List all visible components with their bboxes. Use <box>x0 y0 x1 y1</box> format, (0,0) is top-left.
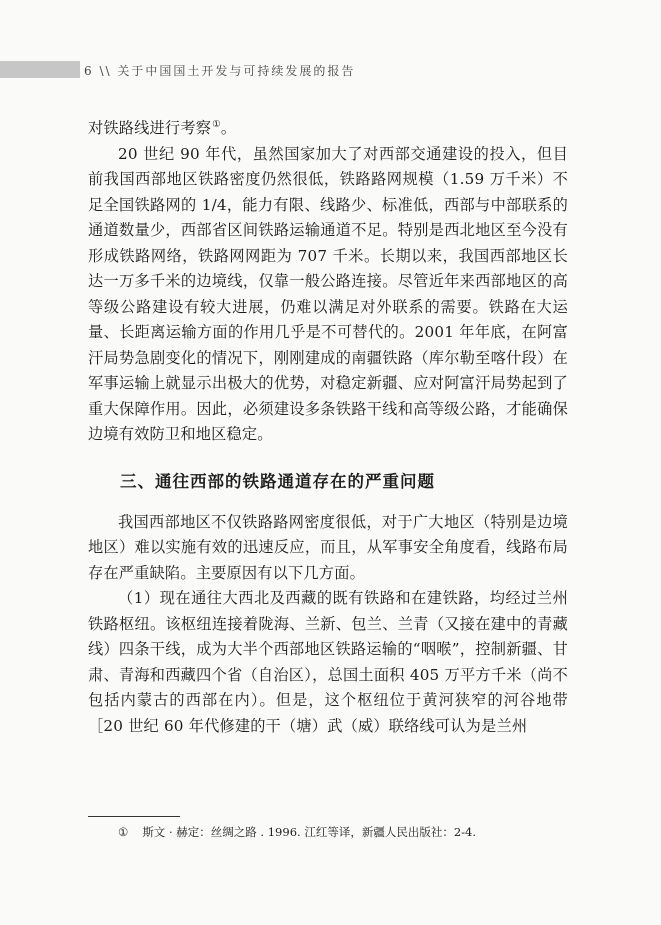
paragraph-2: 20 世纪 90 年代，虽然国家加大了对西部交通建设的投入，但目前我国西部地区铁路密度仍然很低，铁路路网规模（1.59 万千米）不足全国铁路网的 1/4，能力有限、线路少、标准低，西部与中部联系的通道数量少，西部省区间铁路运输通道不足。特别是西北地区至今没有形成铁路网络，铁路网网距为 707 千米。长期以来，我国西部地区长达一万多千米的边境线，仅靠一般公路连接。尽管近年来西部地区的高等级公路建设有较大进展，仍难以满足对外联系的需要。铁路在大运量、长距离运输方面的作用几乎是不可替代的。2001 年年底，在阿富汗局势急剧变化的情况下，刚刚建成的南疆铁路（库尔勒至喀什段）在军事运输上就显示出极大的优势，对稳定新疆、应对阿富汗局势起到了重大保障作用。因此，必须建设多条铁路干线和高等级公路，才能确保边境有效防卫和地区稳定。 <box>88 144 568 444</box>
footnote-text: 斯文 · 赫定：丝绸之路 . 1996. 江红等译，新疆人民出版社：2-4. <box>142 825 476 839</box>
paragraph-1: 对铁路线进行考察①。 <box>88 119 237 138</box>
running-title: 关于中国国土开发与可持续发展的报告 <box>117 64 356 78</box>
footnote-divider <box>88 816 180 817</box>
header-separator: \\ <box>99 64 112 78</box>
footnote-marker: ① <box>118 825 129 839</box>
running-header <box>84 62 355 79</box>
paragraph-4: （1）现在通往大西北及西藏的既有铁路和在建铁路，均经过兰州铁路枢纽。该枢纽连接着陇海、兰新、包兰、兰青（又接在建中的青藏线）四条干线，成为大半个西部地区铁路运输的“咽喉”，控制新疆、甘肃、青海和西藏四个省（自治区），总国土面积 405 万平方千米（尚不包括内蒙古的西部在内）。但是，这个枢纽位于黄河狭窄的河谷地带［20 世纪 60 年代修建的干（塘）武（威）联络线可认为是兰州 <box>88 589 568 735</box>
header-bar <box>0 61 80 78</box>
paragraph-3: 我国西部地区不仅铁路路网密度很低，对于广大地区（特别是边境地区）难以实施有效的迅速反应，而且，从军事安全角度看，线路布局存在严重缺陷。主要原因有以下几方面。 <box>88 512 568 582</box>
page-number: 6 <box>84 64 94 78</box>
page-body <box>88 112 568 739</box>
section-title: 三、通往西部的铁路通道存在的严重问题 <box>120 471 435 491</box>
footnote <box>118 824 476 840</box>
footnote-ref[interactable]: ① <box>212 119 221 130</box>
